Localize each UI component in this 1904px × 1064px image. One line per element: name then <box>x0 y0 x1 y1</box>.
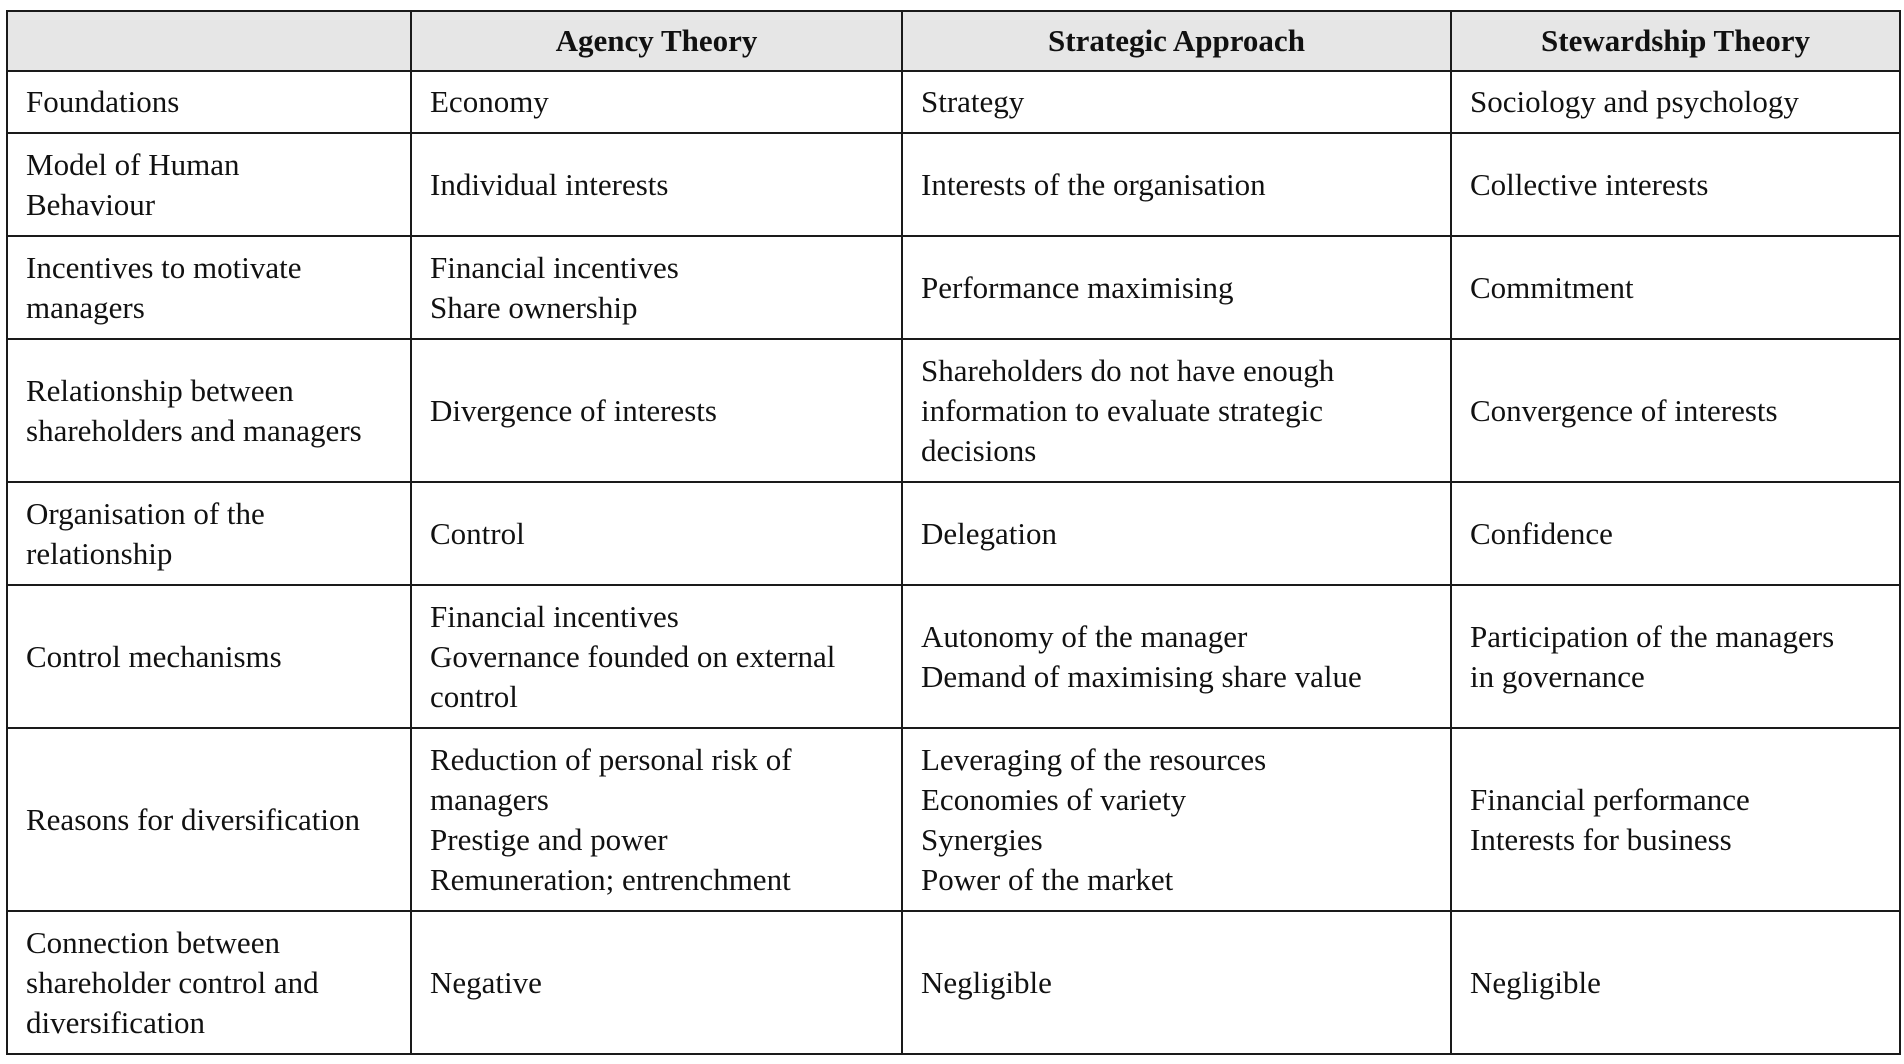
row-label-line: Foundations <box>26 84 180 119</box>
cell-line: Financial performance <box>1470 781 1750 817</box>
header-corner-cell <box>7 11 411 71</box>
row-label-cell <box>7 339 411 482</box>
row-label-line: Behaviour <box>26 186 156 222</box>
cell-line: Financial incentives <box>430 598 679 634</box>
cell-line: Control <box>430 515 525 551</box>
agency-cell <box>411 339 902 482</box>
row-label-line: Connection between <box>26 924 280 960</box>
row-label-cell <box>7 911 411 1054</box>
cell-line: Individual interests <box>430 166 669 202</box>
stewardship-cell <box>1451 482 1900 585</box>
cell-line: decisions <box>921 432 1037 468</box>
header-row <box>7 11 1900 71</box>
stewardship-cell <box>1451 911 1900 1054</box>
stewardship-cell <box>1451 133 1900 236</box>
cell-line: Delegation <box>921 515 1058 551</box>
cell-line: Interests of the organisation <box>921 166 1266 202</box>
cell-line: Commitment <box>1470 269 1634 305</box>
stewardship-cell <box>1451 339 1900 482</box>
row-label-line: Relationship between <box>26 372 294 408</box>
row-label-cell <box>7 133 411 236</box>
row-label-cell <box>7 728 411 911</box>
strategic-cell <box>902 133 1451 236</box>
table-row-incentives <box>7 236 1900 339</box>
cell-line: Interests for business <box>1470 821 1732 857</box>
cell-line: in governance <box>1470 658 1645 694</box>
cell-line: Negative <box>430 964 542 1000</box>
cell-line: Demand of maximising share value <box>921 658 1362 694</box>
agency-cell <box>411 236 902 339</box>
row-label-line: Control mechanisms <box>26 638 282 674</box>
table-row-relationship <box>7 339 1900 482</box>
table-row-control-mechanisms <box>7 585 1900 728</box>
cell-line: Economy <box>430 84 549 119</box>
row-label-line: shareholders and managers <box>26 412 362 448</box>
agency-cell <box>411 71 902 133</box>
row-label-line: relationship <box>26 535 173 571</box>
cell-line: Shareholders do not have enough <box>921 352 1335 388</box>
row-label-cell <box>7 71 411 133</box>
stewardship-cell <box>1451 728 1900 911</box>
cell-line: information to evaluate strategic <box>921 392 1323 428</box>
agency-cell <box>411 911 902 1054</box>
table-row-organisation <box>7 482 1900 585</box>
row-label-line: shareholder control and <box>26 964 319 1000</box>
row-label-line: managers <box>26 289 145 325</box>
cell-line: Power of the market <box>921 861 1174 897</box>
stewardship-cell <box>1451 585 1900 728</box>
row-label-line: Model of Human <box>26 146 240 182</box>
table-row-reasons-for-diversification <box>7 728 1900 911</box>
row-label-cell <box>7 236 411 339</box>
cell-line: Participation of the managers <box>1470 618 1835 654</box>
cell-line: Synergies <box>921 821 1043 857</box>
row-label-line: diversification <box>26 1004 206 1040</box>
agency-cell <box>411 482 902 585</box>
table-row-model-of-human-behaviour <box>7 133 1900 236</box>
cell-line: managers <box>430 781 549 817</box>
cell-line: Share ownership <box>430 289 638 325</box>
cell-line: Reduction of personal risk of <box>430 741 792 777</box>
stewardship-cell <box>1451 236 1900 339</box>
cell-line: Autonomy of the manager <box>921 618 1248 654</box>
table-row-connection <box>7 911 1900 1054</box>
strategic-cell <box>902 585 1451 728</box>
cell-line: Negligible <box>1470 964 1601 1000</box>
stewardship-cell <box>1451 71 1900 133</box>
agency-cell <box>411 728 902 911</box>
header-stewardship-theory: Stewardship Theory <box>1451 11 1900 71</box>
cell-line: Remuneration; entrenchment <box>430 861 791 897</box>
strategic-cell <box>902 482 1451 585</box>
cell-line: Sociology and psychology <box>1470 84 1799 119</box>
theory-comparison-table <box>6 10 1901 1055</box>
cell-line: Economies of variety <box>921 781 1187 817</box>
cell-line: control <box>430 678 518 714</box>
row-label-cell <box>7 585 411 728</box>
strategic-cell <box>902 911 1451 1054</box>
cell-line: Prestige and power <box>430 821 668 857</box>
cell-line: Convergence of interests <box>1470 392 1778 428</box>
cell-line: Performance maximising <box>921 269 1234 305</box>
cell-line: Divergence of interests <box>430 392 717 428</box>
header-agency-theory: Agency Theory <box>411 11 902 71</box>
strategic-cell <box>902 339 1451 482</box>
cell-line: Strategy <box>921 84 1025 119</box>
agency-cell <box>411 585 902 728</box>
cell-line: Leveraging of the resources <box>921 741 1267 777</box>
row-label-line: Incentives to motivate <box>26 249 302 285</box>
row-label-line: Organisation of the <box>26 495 265 531</box>
table-row-foundations <box>7 71 1900 133</box>
agency-cell <box>411 133 902 236</box>
strategic-cell <box>902 236 1451 339</box>
cell-line: Governance founded on external <box>430 638 836 674</box>
cell-line: Negligible <box>921 964 1052 1000</box>
header-strategic-approach: Strategic Approach <box>902 11 1451 71</box>
strategic-cell <box>902 71 1451 133</box>
cell-line: Financial incentives <box>430 249 679 285</box>
cell-line: Collective interests <box>1470 166 1709 202</box>
comparison-table-wrapper <box>6 10 1901 1055</box>
row-label-line: Reasons for diversification <box>26 801 361 837</box>
row-label-cell <box>7 482 411 585</box>
strategic-cell <box>902 728 1451 911</box>
cell-line: Confidence <box>1470 515 1613 551</box>
